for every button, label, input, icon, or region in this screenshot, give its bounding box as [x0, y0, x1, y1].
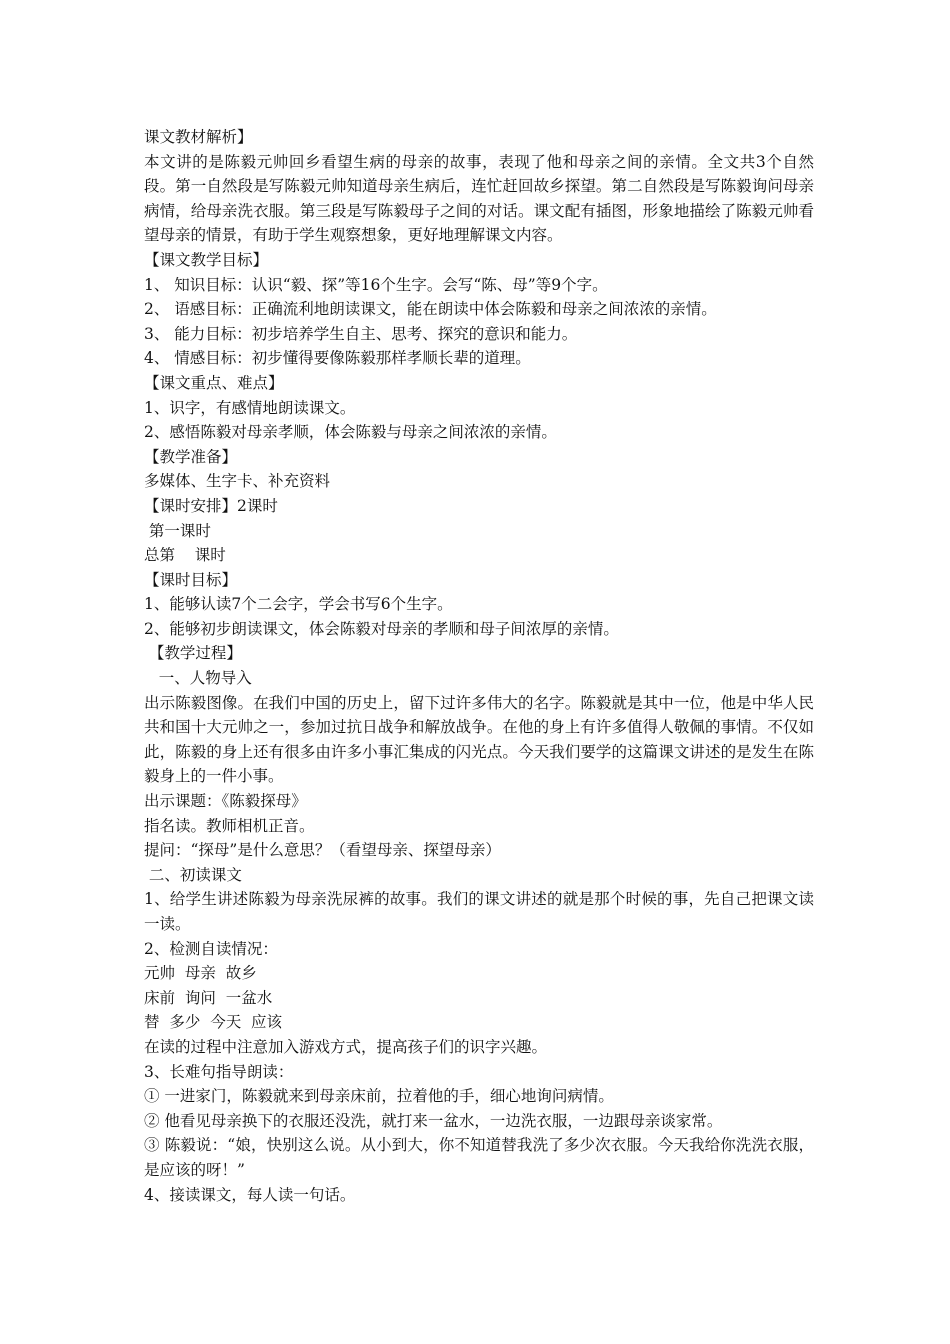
document-body	[144, 125, 814, 1207]
section-heading: 【课文重点、难点】	[144, 373, 284, 392]
text-line: 指名读。教师相机正音。	[144, 816, 315, 835]
subsection-heading: 二、初读课文	[144, 865, 242, 884]
text-line: 在读的过程中注意加入游戏方式，提高孩子们的识字兴趣。	[144, 1037, 548, 1056]
sentence-item: ② 他看见母亲换下的衣服还没洗，就打来一盆水，一边洗衣服，一边跟母亲谈家常。	[144, 1111, 723, 1130]
sentence-item: ③ 陈毅说：“娘，快别这么说。从小到大，你不知道替我洗了多少次衣服。今天我给你洗洗衣服，是应该的呀！”	[144, 1136, 814, 1179]
list-item: 1、 知识目标：认识“毅、探”等16个生字。会写“陈、母”等9个字。	[144, 275, 608, 294]
section-heading: 【教学准备】	[144, 447, 238, 466]
text-line: 多媒体、生字卡、补充资料	[144, 472, 331, 491]
list-item: 2、检测自读情况：	[144, 939, 278, 958]
list-item: 1、识字，有感情地朗读课文。	[144, 398, 356, 417]
list-item: 1、能够认读7个二会字，学会书写6个生字。	[144, 595, 453, 614]
list-item: 3、长难句指导朗读：	[144, 1062, 294, 1081]
list-item: 2、感悟陈毅对母亲孝顺，体会陈毅与母亲之间浓浓的亲情。	[144, 423, 557, 442]
paragraph: 1、给学生讲述陈毅为母亲洗尿裤的故事。我们的课文讲述的就是那个时候的事，先自己把课文读一读。	[144, 890, 814, 933]
list-item: 2、能够初步朗读课文，体会陈毅对母亲的孝顺和母子间浓厚的亲情。	[144, 619, 619, 638]
paragraph: 本文讲的是陈毅元帅回乡看望生病的母亲的故事，表现了他和母亲之间的亲情。全文共3个自然段。第一自然段是写陈毅元帅知道母亲生病后，连忙赶回故乡探望。第二自然段是写陈毅询问母亲病情，给母亲洗衣服。第三段是写陈毅母子之间的对话。课文配有插图，形象地描绘了陈毅元帅看望母亲的情景，有助于学生观察想象，更好地理解课文内容。	[144, 152, 814, 245]
paragraph: 出示陈毅图像。在我们中国的历史上，留下过许多伟大的名字。陈毅就是其中一位，他是中华人民共和国十大元帅之一，参加过抗日战争和解放战争。在他的身上有许多值得人敬佩的事情。不仅如此，陈毅的身上还有很多由许多小事汇集成的闪光点。今天我们要学的这篇课文讲述的是发生在陈毅身上的一件小事。	[144, 693, 814, 786]
subsection-heading: 一、人物导入	[144, 669, 252, 688]
word-list-line: 替 多少 今天 应该	[144, 1013, 283, 1032]
text-line: 提问：“探母”是什么意思？（看望母亲、探望母亲）	[144, 841, 501, 860]
section-heading: 课文教材解析】	[144, 128, 253, 146]
section-heading: 【教学过程】	[144, 644, 242, 663]
list-item: 4、 情感目标：初步懂得要像陈毅那样孝顺长辈的道理。	[144, 349, 531, 368]
word-list-line: 元帅 母亲 故乡	[144, 964, 257, 983]
section-heading: 【课时目标】	[144, 570, 238, 589]
text-line: 出示课题：《陈毅探母》	[144, 792, 307, 811]
list-item: 2、 语感目标：正确流利地朗读课文，能在朗读中体会陈毅和母亲之间浓浓的亲情。	[144, 300, 717, 319]
section-heading: 【课时安排】2课时	[144, 496, 278, 515]
sentence-item: ① 一进家门，陈毅就来到母亲床前，拉着他的手，细心地询问病情。	[144, 1087, 614, 1106]
text-line: 总第 课时	[144, 546, 226, 565]
list-item: 3、 能力目标：初步培养学生自主、思考、探究的意识和能力。	[144, 324, 578, 343]
text-line: 第一课时	[144, 521, 211, 540]
section-heading: 【课文教学目标】	[144, 250, 269, 269]
list-item: 4、接读课文，每人读一句话。	[144, 1185, 356, 1204]
word-list-line: 床前 询问 一盆水	[144, 988, 273, 1007]
